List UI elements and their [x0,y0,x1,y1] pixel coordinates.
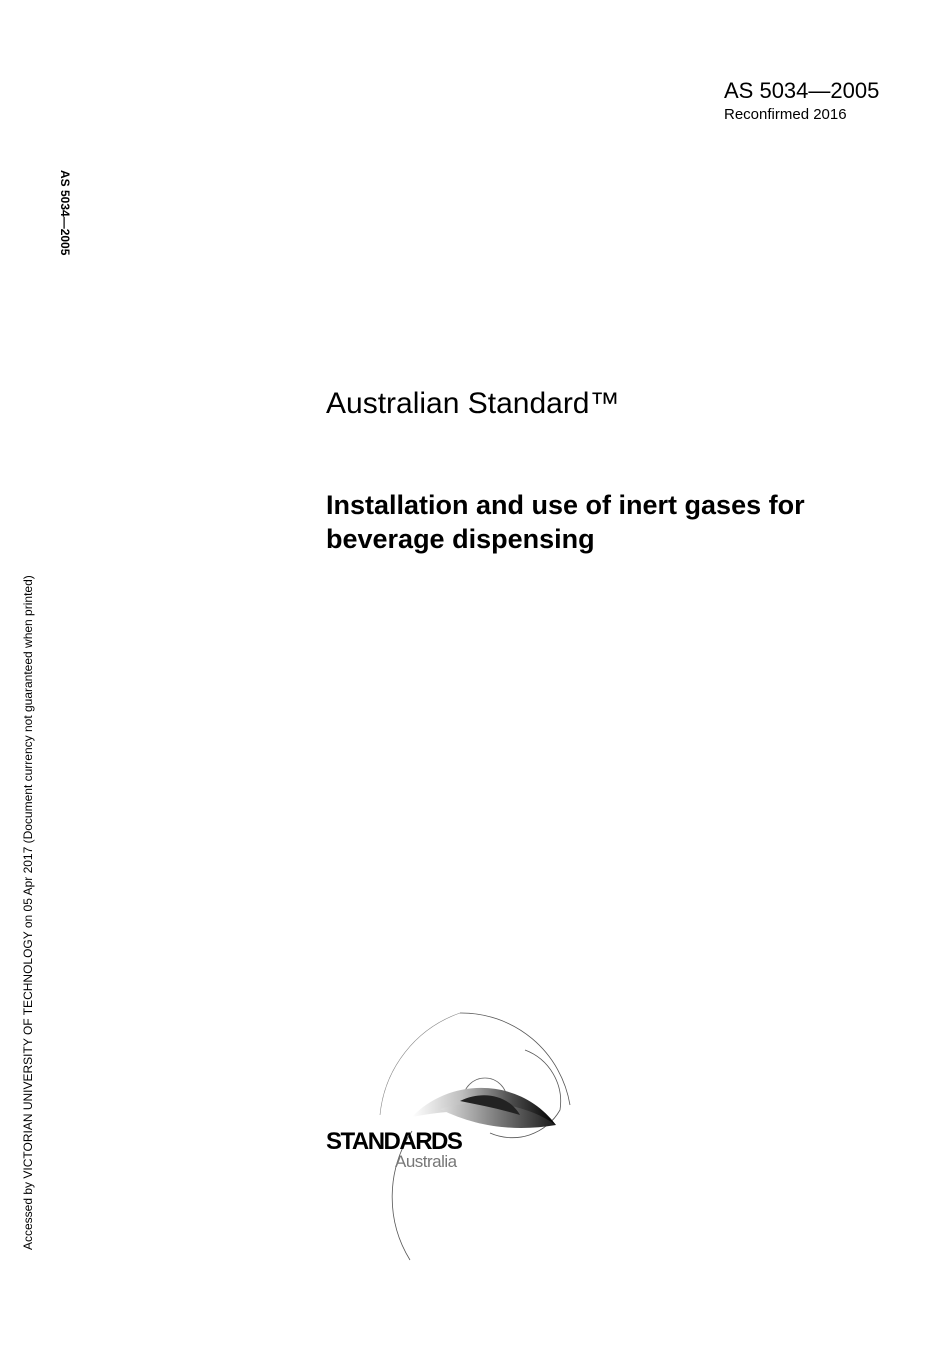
logo-wordmark-australia: Australia [395,1152,457,1171]
access-watermark: Accessed by VICTORIAN UNIVERSITY OF TECHNOLOGY on 05 Apr 2017 (Document currency not guaranteed when printed) [21,575,35,1250]
document-number: AS 5034—2005 [724,78,880,103]
standard-type-heading: Australian Standard™ [326,387,620,420]
document-title: Installation and use of inert gases for beverage dispensing [326,490,805,554]
logo-wordmark-standards: STANDARDS [326,1128,462,1155]
spine-document-number: AS 5034—2005 [58,170,72,256]
reconfirmed-note: Reconfirmed 2016 [724,106,847,123]
